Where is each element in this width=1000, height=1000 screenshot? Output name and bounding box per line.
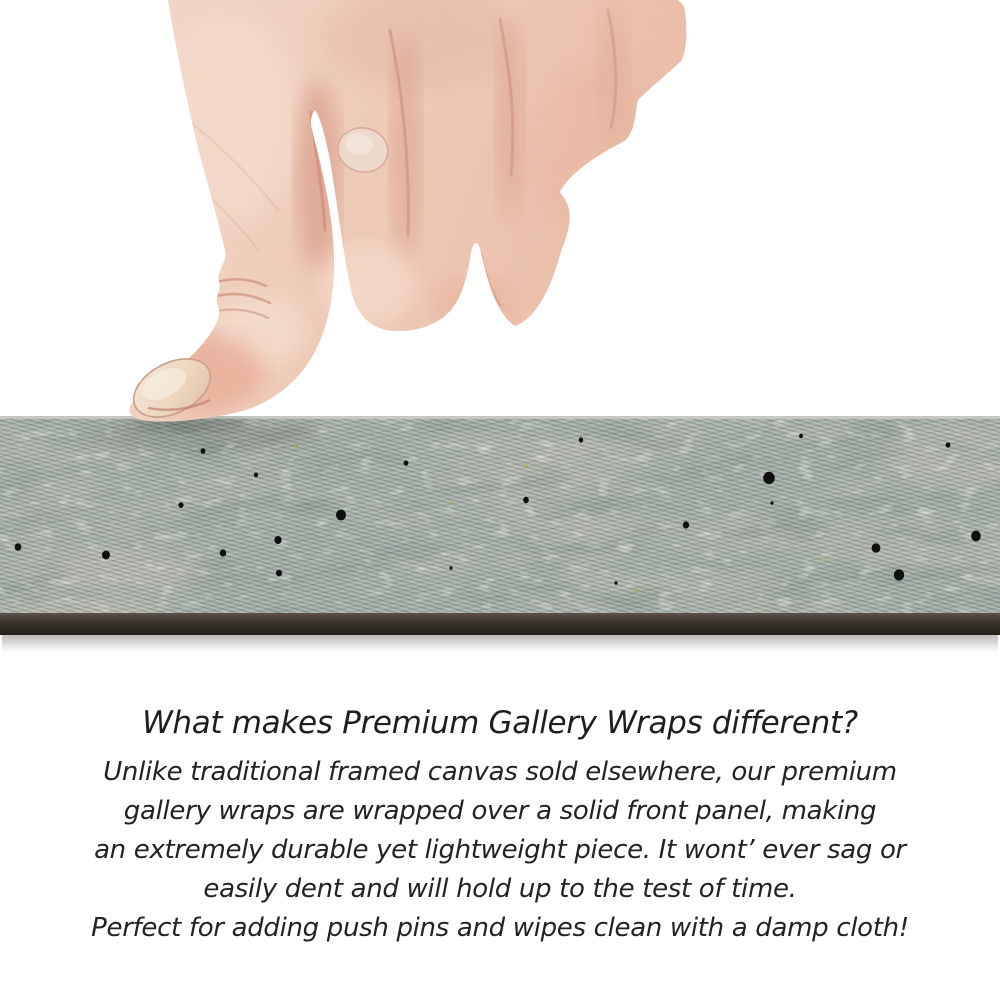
hand-photo	[118, 0, 698, 432]
caption-block	[0, 702, 1000, 948]
caption-line-4: easily dent and will hold up to the test of time.	[203, 874, 797, 904]
caption-line-3: an extremely durable yet lightweight piece. It wont’ ever sag or	[94, 835, 906, 865]
caption-line-2: gallery wraps are wrapped over a solid front panel, making	[123, 796, 877, 826]
caption-heading: What makes Premium Gallery Wraps different?	[142, 705, 858, 741]
caption-line-5: Perfect for adding push pins and wipes clean with a damp cloth!	[91, 913, 909, 943]
canvas-cast-shadow	[2, 635, 998, 652]
canvas-bottom-edge	[0, 613, 1000, 635]
canvas-edge-strip	[0, 408, 1000, 660]
caption-line-1: Unlike traditional framed canvas sold elsewhere, our premium	[103, 757, 897, 787]
canvas-face-texture	[0, 416, 1000, 613]
